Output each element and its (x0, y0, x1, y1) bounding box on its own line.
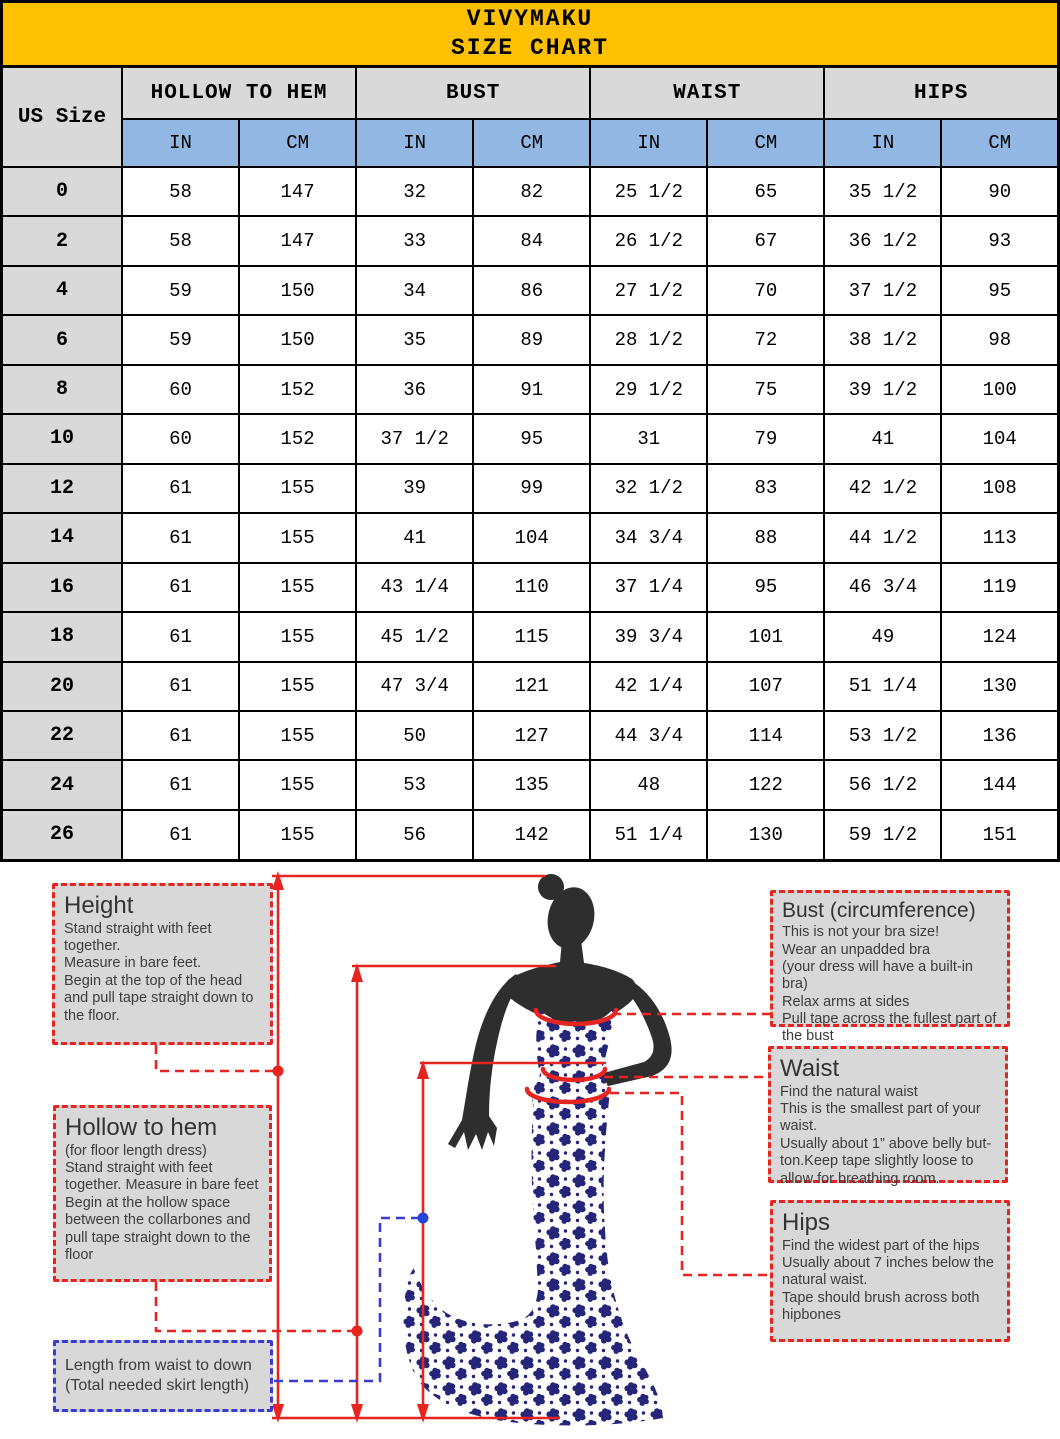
value-cell: 47 3/4 (356, 662, 473, 711)
value-cell: 38 1/2 (824, 315, 941, 364)
value-cell: 53 1/2 (824, 711, 941, 760)
note-line: This is the smallest part of your waist. (780, 1100, 981, 1135)
value-cell: 61 (122, 563, 239, 612)
value-cell: 36 (356, 365, 473, 414)
value-cell: 151 (941, 810, 1058, 861)
value-cell: 104 (473, 513, 590, 562)
value-cell: 49 (824, 612, 941, 661)
value-cell: 61 (122, 810, 239, 861)
note-line: Measure in bare feet. (64, 955, 202, 972)
size-cell: 12 (2, 464, 123, 513)
value-cell: 155 (239, 760, 356, 809)
size-cell: 22 (2, 711, 123, 760)
brand-title: VIVYMAKU (466, 6, 594, 32)
note-line: This is not your bra size! (782, 924, 940, 941)
value-cell: 60 (122, 365, 239, 414)
unit-header-cm: CM (239, 119, 356, 167)
size-row (2, 315, 1059, 364)
value-cell: 150 (239, 266, 356, 315)
note-line: Begin at the top of the head and pull tape straight down to the floor. (64, 972, 254, 1024)
hips-note-connector (610, 1093, 770, 1275)
size-row (2, 760, 1059, 809)
value-cell: 61 (122, 464, 239, 513)
value-cell: 36 1/2 (824, 216, 941, 265)
group-header-hips: HIPS (824, 67, 1058, 120)
note-line: Wear an unpadded bra (782, 941, 931, 958)
note-line: Pull tape across the fullest part of the bust (782, 1011, 997, 1045)
value-cell: 59 (122, 315, 239, 364)
value-cell: 26 1/2 (590, 216, 707, 265)
note-body (782, 924, 998, 1046)
note-body (65, 1143, 260, 1265)
value-cell: 147 (239, 167, 356, 216)
size-row (2, 810, 1059, 861)
value-cell: 100 (941, 365, 1058, 414)
unit-header-cm: CM (707, 119, 824, 167)
value-cell: 114 (707, 711, 824, 760)
value-cell: 60 (122, 414, 239, 463)
value-cell: 29 1/2 (590, 365, 707, 414)
value-cell: 127 (473, 711, 590, 760)
size-row (2, 414, 1059, 463)
value-cell: 155 (239, 662, 356, 711)
value-cell: 144 (941, 760, 1058, 809)
note-title: Bust (circumference) (782, 899, 976, 922)
note-line: Usually about 7 inches below the natural waist. (782, 1254, 994, 1289)
value-cell: 59 (122, 266, 239, 315)
skirt-length-connector (274, 1218, 421, 1381)
value-cell: 34 3/4 (590, 513, 707, 562)
value-cell: 37 1/2 (356, 414, 473, 463)
size-row (2, 662, 1059, 711)
unit-header-in: IN (824, 119, 941, 167)
value-cell: 99 (473, 464, 590, 513)
size-row (2, 266, 1059, 315)
value-cell: 115 (473, 612, 590, 661)
value-cell: 95 (707, 563, 824, 612)
value-cell: 147 (239, 216, 356, 265)
note-body (782, 1238, 998, 1325)
size-row (2, 464, 1059, 513)
size-cell: 4 (2, 266, 123, 315)
value-cell: 83 (707, 464, 824, 513)
size-cell: 8 (2, 365, 123, 414)
unit-header-cm: CM (473, 119, 590, 167)
height-junction-dot (273, 1066, 284, 1077)
note-line: Length from waist to down (65, 1357, 252, 1374)
value-cell: 98 (941, 315, 1058, 364)
value-cell: 61 (122, 711, 239, 760)
skirt-length-note (53, 1340, 273, 1412)
value-cell: 61 (122, 662, 239, 711)
value-cell: 35 (356, 315, 473, 364)
waist-arrow-down (417, 1404, 429, 1423)
note-line: Find the natural waist (780, 1083, 918, 1100)
value-cell: 79 (707, 414, 824, 463)
size-row (2, 365, 1059, 414)
value-cell: 39 1/2 (824, 365, 941, 414)
note-body (780, 1084, 996, 1188)
value-cell: 136 (941, 711, 1058, 760)
size-cell: 6 (2, 315, 123, 364)
value-cell: 33 (356, 216, 473, 265)
value-cell: 70 (707, 266, 824, 315)
value-cell: 42 1/4 (590, 662, 707, 711)
note-line: Stand straight with feet together. Measure in bare feet (65, 1159, 259, 1194)
size-table-body (2, 167, 1059, 861)
value-cell: 104 (941, 414, 1058, 463)
value-cell: 155 (239, 563, 356, 612)
value-cell: 155 (239, 612, 356, 661)
value-cell: 155 (239, 810, 356, 861)
note-line: Stand straight with feet together. (64, 920, 212, 954)
value-cell: 107 (707, 662, 824, 711)
value-cell: 82 (473, 167, 590, 216)
height-arrow-up (272, 871, 284, 890)
value-cell: 142 (473, 810, 590, 861)
note-line: (for floor length dress) (65, 1142, 207, 1159)
sheet-subtitle: SIZE CHART (450, 35, 610, 61)
size-cell: 10 (2, 414, 123, 463)
note-title: Waist (780, 1055, 840, 1082)
size-cell: 26 (2, 810, 123, 861)
value-cell: 65 (707, 167, 824, 216)
value-cell: 32 (356, 167, 473, 216)
value-cell: 58 (122, 167, 239, 216)
value-cell: 51 1/4 (824, 662, 941, 711)
size-row (2, 563, 1059, 612)
value-cell: 42 1/2 (824, 464, 941, 513)
value-cell: 39 3/4 (590, 612, 707, 661)
value-cell: 58 (122, 216, 239, 265)
value-cell: 155 (239, 711, 356, 760)
value-cell: 61 (122, 760, 239, 809)
note-title: Hips (782, 1209, 831, 1236)
value-cell: 27 1/2 (590, 266, 707, 315)
group-header-waist: WAIST (590, 67, 824, 120)
note-line: Tape should brush across both hipbones (782, 1289, 980, 1324)
value-cell: 150 (239, 315, 356, 364)
size-row (2, 216, 1059, 265)
size-cell: 24 (2, 760, 123, 809)
value-cell: 56 1/2 (824, 760, 941, 809)
hips-note (770, 1200, 1010, 1342)
value-cell: 121 (473, 662, 590, 711)
size-table-head (2, 67, 1059, 168)
value-cell: 61 (122, 513, 239, 562)
size-cell: 20 (2, 662, 123, 711)
waist-note (768, 1046, 1008, 1187)
unit-header-cm: CM (941, 119, 1058, 167)
note-line: Begin at the hollow space between the collarbones and pull tape straight down to the floor (65, 1194, 251, 1263)
value-cell: 75 (707, 365, 824, 414)
value-cell: 35 1/2 (824, 167, 941, 216)
hollow-to-hem-note (53, 1105, 272, 1282)
value-cell: 86 (473, 266, 590, 315)
value-cell: 95 (941, 266, 1058, 315)
value-cell: 44 3/4 (590, 711, 707, 760)
brand-banner (0, 0, 1060, 68)
value-cell: 50 (356, 711, 473, 760)
value-cell: 113 (941, 513, 1058, 562)
note-line: Find the widest part of the hips (782, 1237, 980, 1254)
hollow-junction-dot (352, 1326, 363, 1337)
value-cell: 43 1/4 (356, 563, 473, 612)
unit-header-in: IN (356, 119, 473, 167)
value-cell: 44 1/2 (824, 513, 941, 562)
value-cell: 61 (122, 612, 239, 661)
value-cell: 119 (941, 563, 1058, 612)
value-cell: 32 1/2 (590, 464, 707, 513)
value-cell: 59 1/2 (824, 810, 941, 861)
height-arrow-down (272, 1404, 284, 1423)
value-cell: 45 1/2 (356, 612, 473, 661)
value-cell: 101 (707, 612, 824, 661)
value-cell: 48 (590, 760, 707, 809)
value-cell: 91 (473, 365, 590, 414)
measurement-diagram (0, 862, 1060, 1439)
value-cell: 53 (356, 760, 473, 809)
hollow-arrow-down (351, 1404, 363, 1423)
height-note-connector (156, 1045, 276, 1071)
size-row (2, 167, 1059, 216)
value-cell: 155 (239, 464, 356, 513)
size-table (0, 65, 1060, 862)
size-row (2, 513, 1059, 562)
value-cell: 56 (356, 810, 473, 861)
note-line: (your dress will have a built-in bra) (782, 958, 973, 993)
value-cell: 152 (239, 414, 356, 463)
note-body (65, 1356, 261, 1396)
size-cell: 14 (2, 513, 123, 562)
corner-header: US Size (2, 67, 123, 168)
value-cell: 88 (707, 513, 824, 562)
size-row (2, 612, 1059, 661)
note-title: Hollow to hem (65, 1114, 218, 1141)
value-cell: 95 (473, 414, 590, 463)
skirt-junction-dot (418, 1213, 429, 1224)
value-cell: 122 (707, 760, 824, 809)
value-cell: 124 (941, 612, 1058, 661)
size-cell: 16 (2, 563, 123, 612)
note-line: Usually about 1” above belly but-ton.Keep tape slightly loose to allow for breathing room. (780, 1135, 992, 1187)
value-cell: 25 1/2 (590, 167, 707, 216)
value-cell: 130 (707, 810, 824, 861)
note-line: (Total needed skirt length) (65, 1377, 250, 1394)
value-cell: 46 3/4 (824, 563, 941, 612)
group-header-hollow-to-hem: HOLLOW TO HEM (122, 67, 356, 120)
value-cell: 41 (356, 513, 473, 562)
value-cell: 34 (356, 266, 473, 315)
value-cell: 41 (824, 414, 941, 463)
value-cell: 108 (941, 464, 1058, 513)
value-cell: 84 (473, 216, 590, 265)
size-cell: 0 (2, 167, 123, 216)
size-cell: 18 (2, 612, 123, 661)
value-cell: 89 (473, 315, 590, 364)
value-cell: 110 (473, 563, 590, 612)
note-line: Relax arms at sides (782, 993, 910, 1010)
value-cell: 93 (941, 216, 1058, 265)
value-cell: 135 (473, 760, 590, 809)
value-cell: 39 (356, 464, 473, 513)
value-cell: 28 1/2 (590, 315, 707, 364)
bust-note (770, 890, 1010, 1045)
value-cell: 152 (239, 365, 356, 414)
value-cell: 90 (941, 167, 1058, 216)
value-cell: 130 (941, 662, 1058, 711)
size-row (2, 711, 1059, 760)
hollow-note-connector (156, 1282, 355, 1331)
value-cell: 31 (590, 414, 707, 463)
value-cell: 51 1/4 (590, 810, 707, 861)
value-cell: 67 (707, 216, 824, 265)
unit-header-in: IN (590, 119, 707, 167)
group-header-bust: BUST (356, 67, 590, 120)
value-cell: 155 (239, 513, 356, 562)
value-cell: 37 1/4 (590, 563, 707, 612)
value-cell: 37 1/2 (824, 266, 941, 315)
value-cell: 72 (707, 315, 824, 364)
height-note (52, 883, 273, 1045)
note-title: Height (64, 892, 134, 919)
note-body (64, 921, 261, 1025)
size-cell: 2 (2, 216, 123, 265)
unit-header-in: IN (122, 119, 239, 167)
